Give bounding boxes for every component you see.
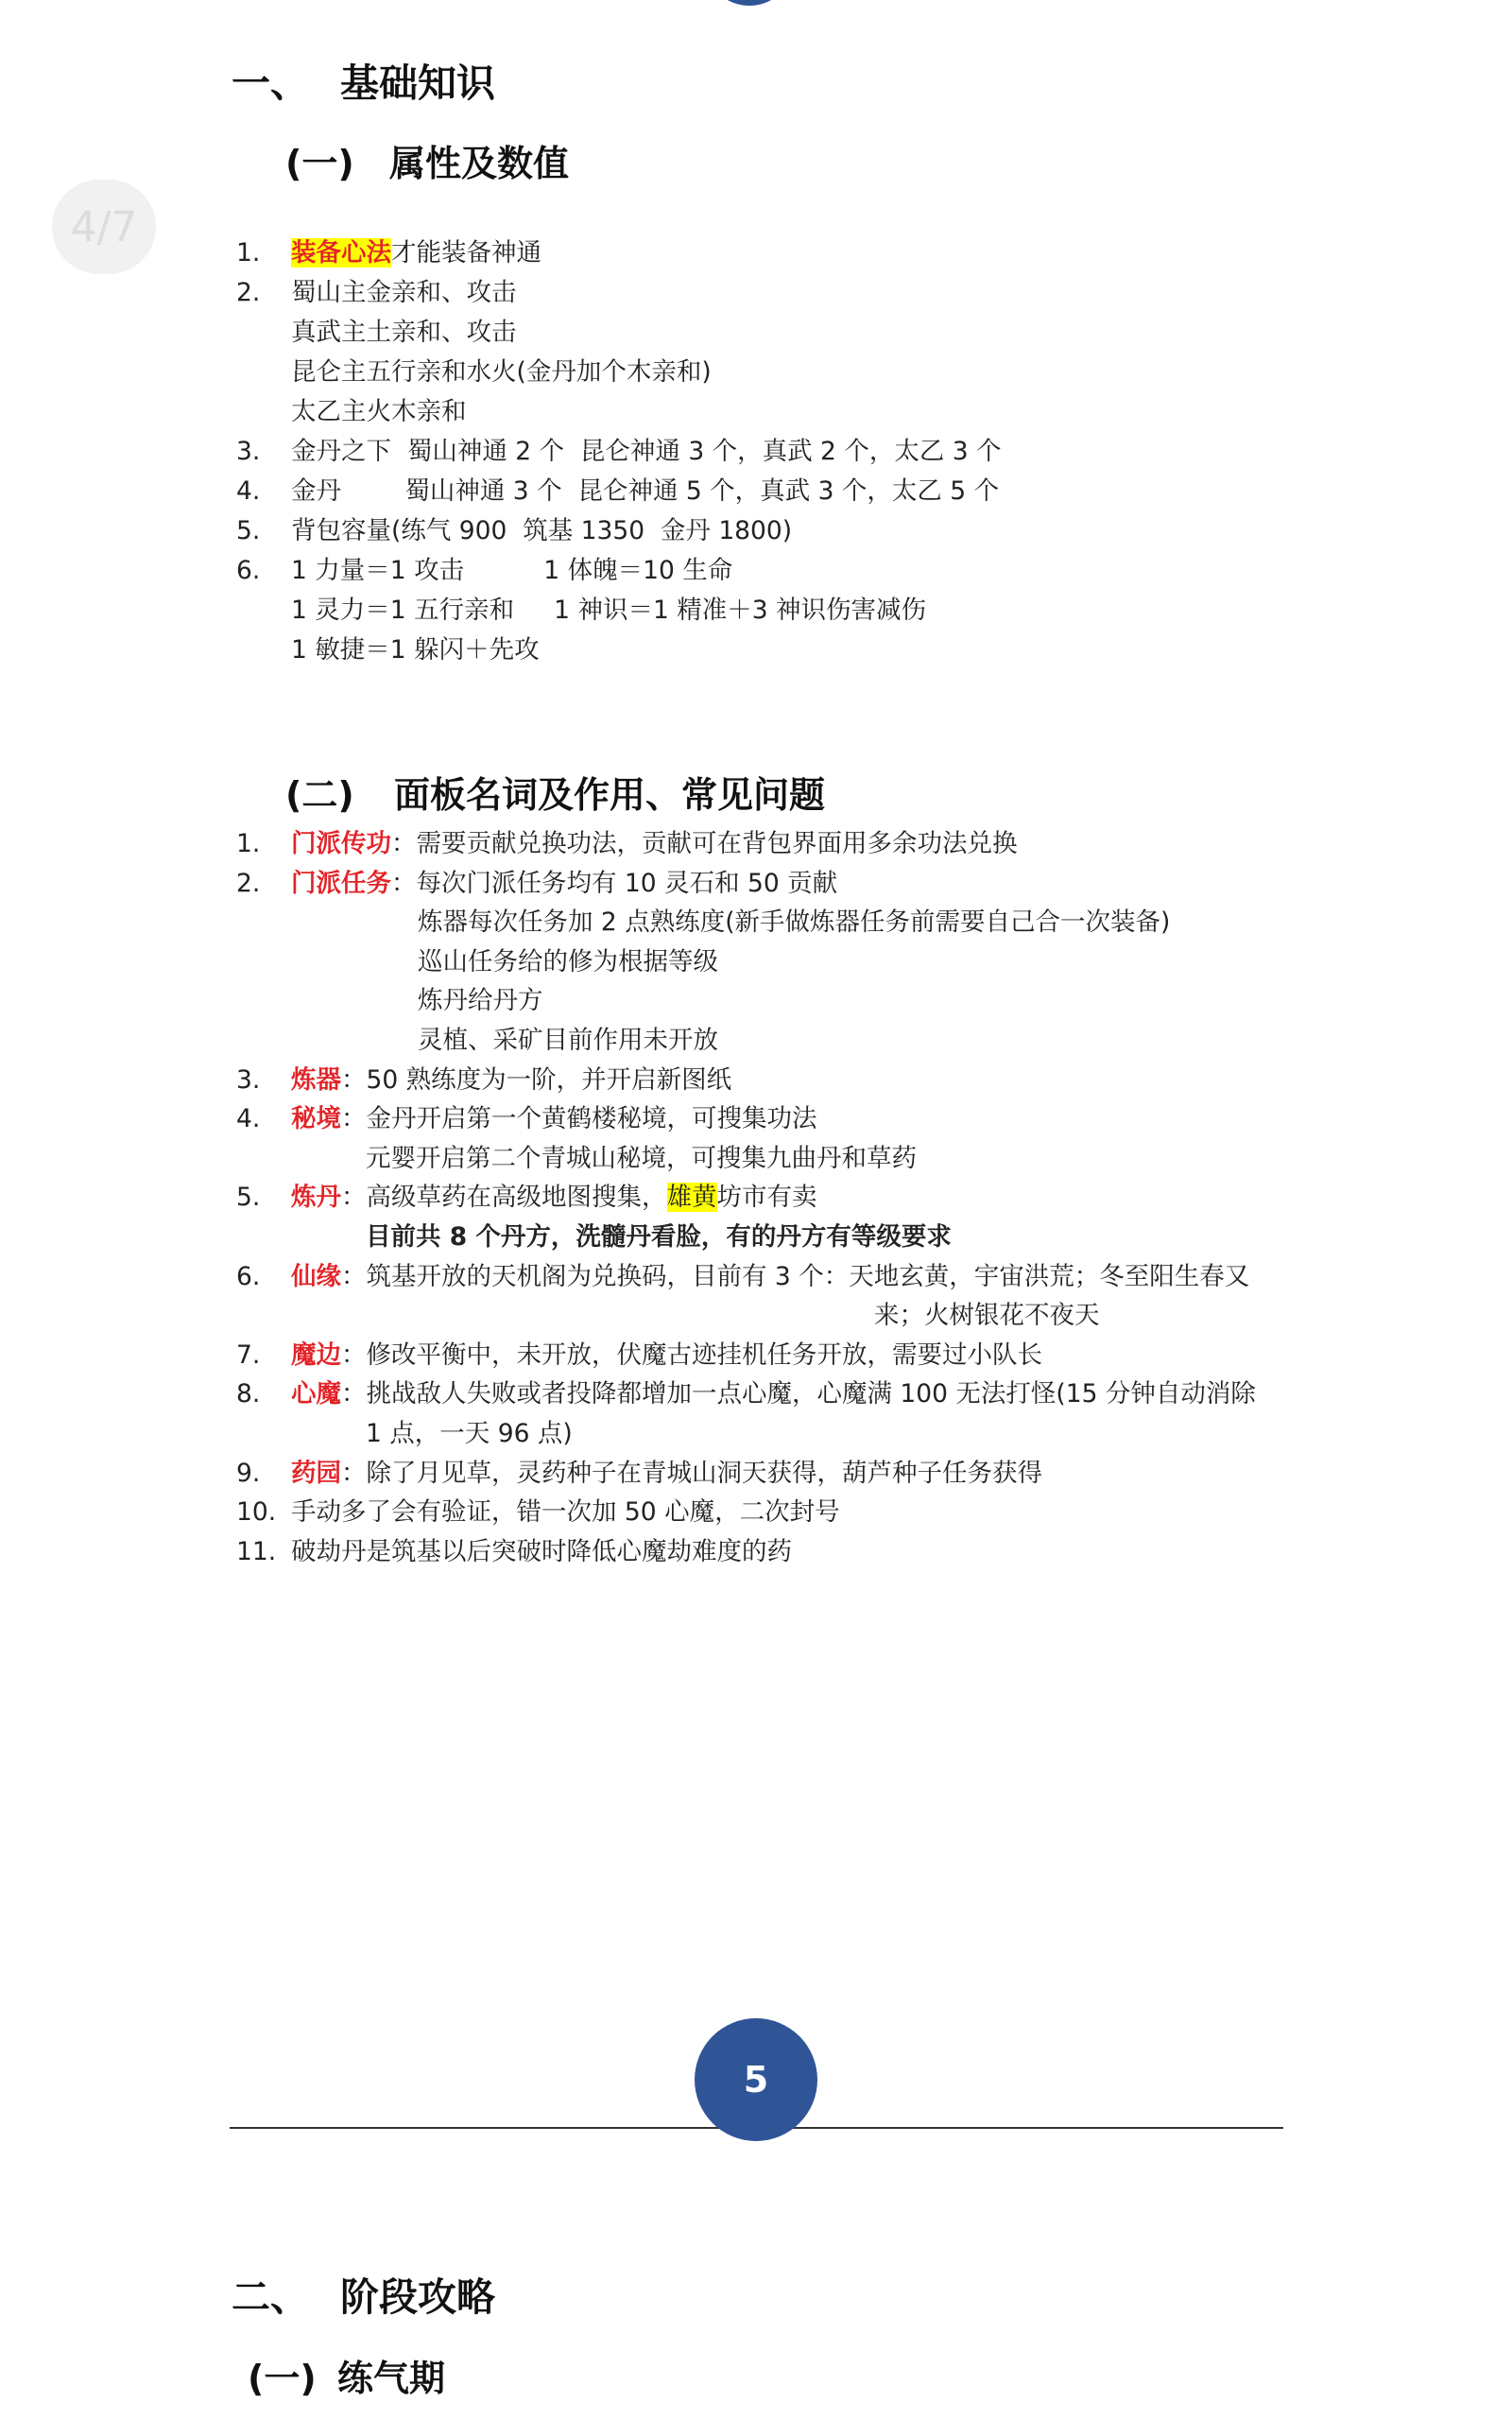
subsection-number: (二) bbox=[285, 774, 354, 816]
list-item: 炼器每次任务加 2 点熟练度(新手做炼器任务前需要自己合一次装备) bbox=[418, 908, 1171, 938]
list-item: 6. 1 力量＝1 攻击 1 体魄＝10 生命 bbox=[236, 556, 733, 585]
list-item: 2. 蜀山主金亲和、攻击 bbox=[236, 278, 517, 307]
list-item: 太乙主火木亲和 bbox=[291, 397, 467, 426]
list-item: 1. 门派传功：需要贡献兑换功法，贡献可在背包界面用多余功法兑换 bbox=[236, 829, 1018, 858]
list-item: 真武主土亲和、攻击 bbox=[291, 318, 517, 347]
subsection-1-heading bbox=[285, 134, 569, 186]
list-item: 10. 手动多了会有验证，错一次加 50 心魔，二次封号 bbox=[236, 1497, 840, 1528]
list-item: 8. 心魔：挑战敌人失败或者投降都增加一点心魔，心魔满 100 无法打怪(15 分钟自动消除 bbox=[236, 1379, 1256, 1409]
panel-terms-list bbox=[0, 824, 1512, 1571]
term-key: 门派任务 bbox=[291, 868, 391, 898]
list-item: 元婴开启第二个青城山秘境，可搜集九曲丹和草药 bbox=[366, 1143, 917, 1173]
subsection-title: 属性及数值 bbox=[389, 143, 570, 184]
subsection-title: 练气期 bbox=[337, 2358, 446, 2399]
term-key: 心魔 bbox=[291, 1379, 341, 1409]
highlighted-term: 装备心法 bbox=[291, 238, 391, 268]
term-key: 魔边 bbox=[291, 1340, 341, 1370]
list-item: 5. 炼丹：高级草药在高级地图搜集，雄黄坊市有卖 bbox=[236, 1183, 817, 1213]
previous-page-badge bbox=[712, 0, 787, 6]
list-item: 9. 药园：除了月见草，灵药种子在青城山洞天获得，葫芦种子任务获得 bbox=[236, 1458, 1042, 1488]
list-item: 灵植、采矿目前作用未开放 bbox=[418, 1025, 718, 1055]
list-item: 昆仑主五行亲和水火(金丹加个木亲和) bbox=[291, 357, 712, 387]
list-item: 11. 破劫丹是筑基以后突破时降低心魔劫难度的药 bbox=[236, 1536, 792, 1566]
section-1-heading bbox=[232, 52, 495, 108]
list-item: 1 灵力＝1 五行亲和 1 神识＝1 精准＋3 神识伤害减伤 bbox=[291, 596, 927, 625]
list-item: 1 点，一天 96 点) bbox=[366, 1418, 573, 1448]
highlighted-term: 雄黄 bbox=[666, 1183, 717, 1213]
term-key: 炼丹 bbox=[291, 1183, 341, 1213]
list-item: 来；火树银花不夜天 bbox=[874, 1301, 1100, 1331]
subsection-heading bbox=[248, 2349, 445, 2401]
section-number: 一、 bbox=[232, 60, 309, 106]
section-title: 阶段攻略 bbox=[340, 2274, 495, 2320]
section-number: 二、 bbox=[232, 2274, 309, 2320]
page-indicator[interactable]: 4/7 bbox=[52, 180, 156, 274]
list-item: 3. 金丹之下 蜀山神通 2 个 昆仑神通 3 个，真武 2 个，太乙 3 个 bbox=[236, 437, 1002, 466]
term-key: 门派传功 bbox=[291, 829, 391, 858]
list-item: 巡山任务给的修为根据等级 bbox=[418, 946, 718, 977]
list-item: 4. 秘境：金丹开启第一个黄鹤楼秘境，可搜集功法 bbox=[236, 1104, 817, 1134]
subsection-number: (一) bbox=[248, 2358, 317, 2399]
list-item: 1. 装备心法才能装备神通 bbox=[236, 238, 541, 268]
list-item: 7. 魔边：修改平衡中，未开放，伏魔古迹挂机任务开放，需要过小队长 bbox=[236, 1340, 1042, 1370]
section-title: 基础知识 bbox=[340, 60, 495, 106]
list-item: 2. 门派任务：每次门派任务均有 10 灵石和 50 贡献 bbox=[236, 868, 838, 898]
list-item: 5. 背包容量(练气 900 筑基 1350 金丹 1800) bbox=[236, 516, 793, 545]
attribute-list bbox=[0, 233, 1512, 670]
list-item: 炼丹给丹方 bbox=[418, 986, 543, 1016]
term-key: 药园 bbox=[291, 1458, 341, 1488]
term-key: 秘境 bbox=[291, 1104, 341, 1134]
list-item: 1 敏捷＝1 躲闪＋先攻 bbox=[291, 635, 540, 665]
term-key: 炼器 bbox=[291, 1064, 341, 1095]
list-item: 4. 金丹 蜀山神通 3 个 昆仑神通 5 个，真武 3 个，太乙 5 个 bbox=[236, 476, 1000, 506]
list-item: 目前共 8 个丹方，洗髓丹看脸，有的丹方有等级要求 bbox=[366, 1221, 952, 1252]
subsection-number: (一) bbox=[285, 143, 354, 184]
page-number-badge: 5 bbox=[695, 2018, 817, 2141]
list-item: 6. 仙缘：筑基开放的天机阁为兑换码，目前有 3 个：天地玄黄，宇宙洪荒；冬至阳生春又 bbox=[236, 1261, 1250, 1291]
term-key: 仙缘 bbox=[291, 1261, 341, 1291]
subsection-2-heading bbox=[285, 766, 825, 818]
subsection-title: 面板名词及作用、常见问题 bbox=[394, 774, 826, 816]
section-2-heading bbox=[232, 2266, 495, 2322]
list-item: 3. 炼器：50 熟练度为一阶，并开启新图纸 bbox=[236, 1064, 732, 1095]
